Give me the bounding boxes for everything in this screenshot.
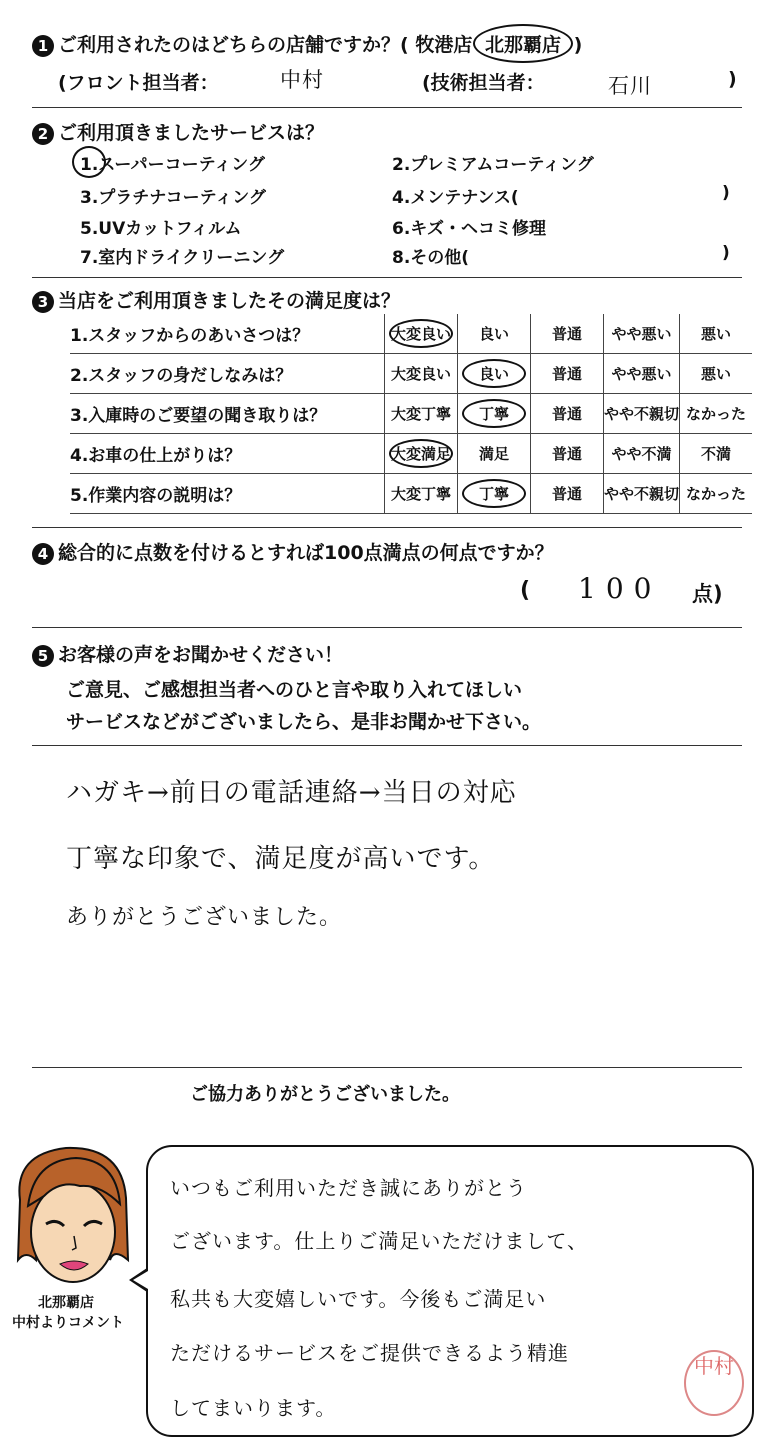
service-2[interactable]: 2.プレミアムコーティング bbox=[392, 155, 594, 175]
customer-answer-line-3: ありがとうございました。 bbox=[66, 905, 343, 930]
rating-option[interactable]: 不満 bbox=[680, 434, 753, 474]
q1-close-paren: ) bbox=[573, 34, 583, 56]
service-8-close-paren: ) bbox=[722, 243, 730, 263]
rating-option[interactable]: 普通 bbox=[531, 314, 604, 354]
rating-option[interactable]: なかった bbox=[680, 474, 753, 514]
rating-option[interactable]: やや悪い bbox=[604, 354, 680, 394]
q4-line bbox=[32, 538, 554, 565]
q4-question: 総合的に点数を付けるとすれば100点満点の何点ですか？ bbox=[58, 542, 554, 564]
front-staff-label: (フロント担当者： bbox=[58, 72, 219, 94]
rating-row bbox=[70, 434, 752, 474]
service-8[interactable]: 8.その他( bbox=[392, 248, 470, 268]
name-stamp: 中村 bbox=[684, 1350, 744, 1416]
divider-1 bbox=[32, 107, 742, 108]
rating-option[interactable]: 大変良い bbox=[385, 354, 458, 394]
rating-option[interactable]: 満足 bbox=[458, 434, 531, 474]
q2-number-badge: 2 bbox=[32, 123, 54, 145]
rating-row bbox=[70, 474, 752, 514]
divider-2 bbox=[32, 277, 742, 278]
score-open-paren: ( bbox=[520, 578, 531, 603]
staff-avatar bbox=[4, 1140, 142, 1290]
divider-3 bbox=[32, 527, 742, 528]
service-5[interactable]: 5.UVカットフィルム bbox=[80, 219, 242, 239]
service-1-selection-circle bbox=[72, 146, 106, 178]
tech-staff-value: 石川 bbox=[608, 74, 652, 98]
divider-5 bbox=[32, 745, 742, 746]
q1-question: ご利用されたのはどちらの店舗ですか？( bbox=[58, 34, 409, 56]
customer-answer-line-2: 丁寧な印象で、満足度が高いです。 bbox=[66, 844, 496, 874]
score-unit: 点) bbox=[692, 582, 723, 606]
q5-number-badge: 5 bbox=[32, 645, 54, 667]
rating-option[interactable]: 悪い bbox=[680, 314, 753, 354]
rating-option[interactable]: やや不親切 bbox=[604, 394, 680, 434]
rating-row bbox=[70, 354, 752, 394]
rating-question: 4.お車の仕上がりは？ bbox=[70, 434, 385, 474]
q5-question: お客様の声をお聞かせください！ bbox=[58, 644, 344, 666]
q2-line bbox=[32, 118, 324, 145]
rating-option[interactable]: 良い bbox=[458, 314, 531, 354]
service-3[interactable]: 3.プラチナコーティング bbox=[80, 188, 266, 208]
staff-comment-line-4: ただけるサービスをご提供できるよう精進 bbox=[170, 1341, 569, 1365]
service-7[interactable]: 7.室内ドライクリーニング bbox=[80, 248, 285, 268]
service-6[interactable]: 6.キズ・ヘコミ修理 bbox=[392, 219, 546, 239]
rating-option-selected[interactable]: 良い bbox=[458, 354, 531, 394]
q5-line bbox=[32, 640, 343, 667]
rating-row bbox=[70, 394, 752, 434]
bubble-tail-fill bbox=[133, 1271, 148, 1289]
rating-option-selected[interactable]: 丁寧 bbox=[458, 394, 531, 434]
q1-store-kitanaha-label: 北那覇店 bbox=[484, 34, 561, 56]
rating-option[interactable]: 大変丁寧 bbox=[385, 474, 458, 514]
rating-option-selected[interactable]: 丁寧 bbox=[458, 474, 531, 514]
thanks-message: ご協力ありがとうございました。 bbox=[190, 1084, 460, 1105]
rating-row bbox=[70, 314, 752, 354]
service-1[interactable]: 1.スーパーコーティング bbox=[80, 155, 265, 175]
q2-question: ご利用頂きましたサービスは？ bbox=[58, 122, 325, 144]
divider-4 bbox=[32, 627, 742, 628]
rating-question: 5.作業内容の説明は？ bbox=[70, 474, 385, 514]
rating-option[interactable]: 大変丁寧 bbox=[385, 394, 458, 434]
staff-caption: 中村よりコメント bbox=[12, 1315, 124, 1331]
q1-line bbox=[32, 30, 582, 57]
staff-comment-line-5: してまいります。 bbox=[170, 1396, 337, 1420]
q1-store-kitanaha[interactable] bbox=[479, 30, 567, 57]
service-4-close-paren: ) bbox=[722, 183, 730, 203]
divider-6 bbox=[32, 1067, 742, 1068]
tech-close-paren: ) bbox=[728, 68, 737, 90]
staff-comment-line-2: ございます。仕上りご満足いただけまして、 bbox=[170, 1229, 588, 1253]
satisfaction-table bbox=[70, 314, 752, 514]
rating-option[interactable]: なかった bbox=[680, 394, 753, 434]
customer-answer-line-1: ハガキ→前日の電話連絡→当日の対応 bbox=[66, 778, 517, 808]
staff-comment-line-1: いつもご利用いただき誠にありがとう bbox=[170, 1176, 527, 1200]
front-staff-value: 中村 bbox=[280, 68, 324, 92]
rating-question: 3.入庫時のご要望の聞き取りは？ bbox=[70, 394, 385, 434]
rating-option[interactable]: 普通 bbox=[531, 434, 604, 474]
rating-option-selected[interactable]: 大変満足 bbox=[385, 434, 458, 474]
q3-number-badge: 3 bbox=[32, 291, 54, 313]
rating-option[interactable]: やや不満 bbox=[604, 434, 680, 474]
q1-store-makiminato[interactable]: 牧港店 bbox=[415, 34, 473, 56]
rating-option[interactable]: 普通 bbox=[531, 394, 604, 434]
q1-staff-line bbox=[58, 68, 219, 95]
rating-option[interactable]: 普通 bbox=[531, 474, 604, 514]
q4-number-badge: 4 bbox=[32, 543, 54, 565]
q1-selection-circle bbox=[473, 24, 573, 63]
score-value[interactable]: 100 bbox=[578, 572, 662, 605]
tech-staff-label: (技術担当者： bbox=[422, 72, 545, 94]
rating-question: 2.スタッフの身だしなみは？ bbox=[70, 354, 385, 394]
q5-subtext-2: サービスなどがございましたら、是非お聞かせ下さい。 bbox=[66, 711, 542, 733]
q3-question: 当店をご利用頂きましたその満足度は？ bbox=[58, 290, 401, 312]
rating-option[interactable]: やや不親切 bbox=[604, 474, 680, 514]
q3-line bbox=[32, 286, 400, 313]
rating-option[interactable]: 普通 bbox=[531, 354, 604, 394]
q5-subtext-1: ご意見、ご感想担当者へのひと言や取り入れてほしい bbox=[66, 679, 523, 701]
rating-option[interactable]: 悪い bbox=[680, 354, 753, 394]
service-4[interactable]: 4.メンテナンス( bbox=[392, 188, 519, 208]
staff-store-label: 北那覇店 bbox=[38, 1295, 94, 1311]
staff-comment-line-3: 私共も大変嬉しいです。今後もご満足い bbox=[170, 1287, 547, 1311]
rating-option-selected[interactable]: 大変良い bbox=[385, 314, 458, 354]
rating-question: 1.スタッフからのあいさつは？ bbox=[70, 314, 385, 354]
q1-number-badge: 1 bbox=[32, 35, 54, 57]
rating-option[interactable]: やや悪い bbox=[604, 314, 680, 354]
